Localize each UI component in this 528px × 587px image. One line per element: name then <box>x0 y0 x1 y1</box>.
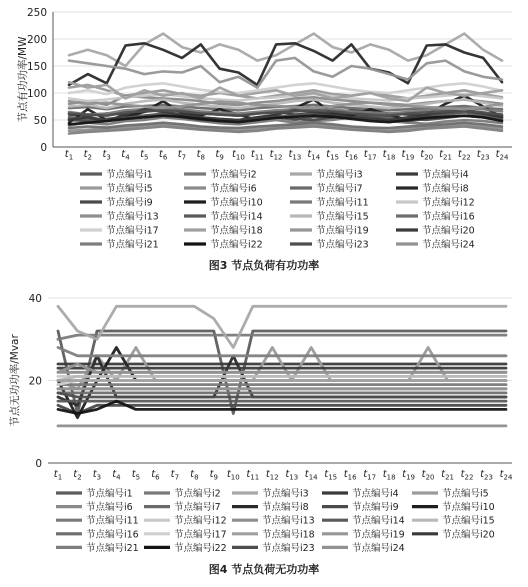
legend-entry: 节点编号i11 <box>316 197 369 209</box>
x-tick-label: $t_{20}$ <box>420 149 434 162</box>
x-tick-label: $t_{21}$ <box>441 469 454 482</box>
y-tick-label: 50 <box>33 115 47 127</box>
legend-entry: 节点编号i3 <box>316 169 363 181</box>
legend-entry: 节点编号i24 <box>352 542 405 554</box>
x-tick-label: $t_{23}$ <box>480 469 493 482</box>
x-tick-label: $t_4$ <box>112 469 121 482</box>
x-tick-label: $t_8$ <box>196 149 205 162</box>
legend-entry: 节点编号i20 <box>442 529 495 541</box>
x-tick-label: $t_9$ <box>209 469 219 482</box>
legend-entry: 节点编号i14 <box>352 515 405 527</box>
x-tick-label: $t_1$ <box>64 149 74 162</box>
legend-entry: 节点编号i15 <box>316 211 369 223</box>
y-tick-label: 150 <box>26 61 47 73</box>
x-tick-label: $t_7$ <box>177 149 187 162</box>
x-tick-label: $t_{19}$ <box>401 149 415 162</box>
x-tick-label: $t_{10}$ <box>226 469 240 482</box>
legend-entry: 节点编号i21 <box>106 239 159 251</box>
legend-entry: 节点编号i2 <box>174 488 221 500</box>
x-tick-label: $t_{15}$ <box>326 149 339 162</box>
x-tick-label: $t_2$ <box>73 469 82 482</box>
x-tick-label: $t_{24}$ <box>495 149 509 162</box>
legend-entry: 节点编号i10 <box>442 502 495 514</box>
legend-entry: 节点编号i22 <box>174 542 227 554</box>
x-tick-label: $t_3$ <box>102 149 111 162</box>
series-line-21 <box>58 348 506 356</box>
legend-entry: 节点编号i24 <box>422 239 475 251</box>
legend-entry: 节点编号i12 <box>422 197 475 209</box>
y-tick-label: 40 <box>28 293 42 305</box>
x-tick-label: $t_3$ <box>92 469 102 482</box>
x-tick-label: $t_5$ <box>131 469 141 482</box>
legend-entry: 节点编号i18 <box>262 529 315 541</box>
series-line-10 <box>58 348 506 418</box>
legend-entry: 节点编号i8 <box>422 183 469 195</box>
x-tick-label: $t_{20}$ <box>421 469 435 482</box>
x-tick-label: $t_{22}$ <box>457 149 471 162</box>
series-line-19 <box>69 58 502 88</box>
legend-entry: 节点编号i7 <box>316 183 363 195</box>
x-tick-label: $t_{11}$ <box>250 149 264 162</box>
legend-entry: 节点编号i23 <box>262 542 315 554</box>
x-tick-label: $t_{10}$ <box>232 149 245 162</box>
x-tick-label: $t_{18}$ <box>382 469 396 482</box>
x-tick-label: $t_{24}$ <box>499 469 513 482</box>
legend-entry: 节点编号i10 <box>210 197 263 209</box>
legend-entry: 节点编号i14 <box>210 211 263 223</box>
legend-entry: 节点编号i21 <box>86 542 139 554</box>
x-tick-label: $t_1$ <box>53 469 63 482</box>
y-tick-label: 20 <box>28 375 42 388</box>
legend-entry: 节点编号i17 <box>174 529 227 541</box>
legend-entry: 节点编号i13 <box>262 515 315 527</box>
legend-entry: 节点编号i8 <box>262 502 309 514</box>
y-tick-label: 0 <box>35 458 42 470</box>
legend-entry: 节点编号i1 <box>106 169 153 181</box>
series-line-2 <box>58 335 506 339</box>
legend-entry: 节点编号i11 <box>86 515 139 527</box>
legend-entry: 节点编号i3 <box>262 488 309 500</box>
x-tick-label: $t_{23}$ <box>476 149 490 162</box>
x-tick-label: $t_{13}$ <box>288 149 302 162</box>
legend-entry: 节点编号i19 <box>316 225 369 237</box>
x-tick-label: $t_{14}$ <box>304 469 318 482</box>
y-tick-label: 100 <box>26 88 47 100</box>
x-tick-label: $t_{11}$ <box>246 469 260 482</box>
x-tick-label: $t_{19}$ <box>402 469 416 482</box>
x-tick-label: $t_9$ <box>215 149 224 162</box>
x-tick-label: $t_2$ <box>83 149 93 162</box>
x-tick-label: $t_4$ <box>121 149 130 162</box>
x-tick-label: $t_{12}$ <box>269 149 283 162</box>
legend-entry: 节点编号i22 <box>210 239 263 251</box>
x-tick-label: $t_{21}$ <box>439 149 452 162</box>
x-tick-label: $t_6$ <box>158 149 168 162</box>
legend-entry: 节点编号i23 <box>316 239 369 251</box>
legend-entry: 节点编号i1 <box>86 488 133 500</box>
legend-entry: 节点编号i15 <box>442 515 495 527</box>
legend-entry: 节点编号i9 <box>352 502 399 514</box>
legend-entry: 节点编号i17 <box>106 225 159 237</box>
x-tick-label: $t_8$ <box>190 469 199 482</box>
x-tick-label: $t_7$ <box>170 469 180 482</box>
legend-entry: 节点编号i18 <box>210 225 263 237</box>
y-axis-label: 节点有功功率/MW <box>17 36 29 123</box>
legend-entry: 节点编号i4 <box>352 488 399 500</box>
x-tick-label: $t_{14}$ <box>307 149 321 162</box>
legend-entry: 节点编号i7 <box>174 502 221 514</box>
legend-entry: 节点编号i4 <box>422 169 469 181</box>
x-tick-label: $t_5$ <box>140 149 149 162</box>
y-tick-label: 0 <box>40 142 47 154</box>
chart-reactive-power <box>8 293 513 576</box>
series-line-22 <box>58 401 506 413</box>
legend-entry: 节点编号i20 <box>422 225 475 237</box>
figure-caption: 图4 节点负荷无功功率 <box>208 563 320 576</box>
x-tick-label: $t_{18}$ <box>382 149 396 162</box>
legend-entry: 节点编号i19 <box>352 529 405 541</box>
x-tick-label: $t_{17}$ <box>363 149 377 162</box>
x-tick-label: $t_{16}$ <box>344 149 358 162</box>
legend-entry: 节点编号i5 <box>106 183 153 195</box>
legend-entry: 节点编号i2 <box>210 169 257 181</box>
x-tick-label: $t_{15}$ <box>324 469 338 482</box>
x-tick-label: $t_{13}$ <box>285 469 299 482</box>
chart-active-power <box>16 7 512 272</box>
legend-entry: 节点编号i16 <box>86 529 139 541</box>
y-tick-label: 200 <box>26 34 47 46</box>
legend-entry: 节点编号i6 <box>86 502 133 514</box>
x-tick-label: $t_{17}$ <box>363 469 377 482</box>
legend-entry: 节点编号i13 <box>106 211 159 223</box>
x-tick-label: $t_6$ <box>151 469 160 482</box>
x-tick-label: $t_{12}$ <box>265 469 279 482</box>
legend-entry: 节点编号i12 <box>174 515 227 527</box>
y-tick-label: 250 <box>26 7 47 19</box>
series-line-3 <box>58 306 506 347</box>
x-tick-label: $t_{22}$ <box>460 469 474 482</box>
legend-entry: 节点编号i9 <box>106 197 153 209</box>
y-axis-label: 节点无功功率/Mvar <box>9 334 21 427</box>
legend-entry: 节点编号i5 <box>442 488 489 500</box>
x-tick-label: $t_{16}$ <box>343 469 357 482</box>
legend-entry: 节点编号i6 <box>210 183 257 195</box>
figure-caption: 图3 节点负荷有功功率 <box>208 259 320 272</box>
legend-entry: 节点编号i16 <box>422 211 475 223</box>
